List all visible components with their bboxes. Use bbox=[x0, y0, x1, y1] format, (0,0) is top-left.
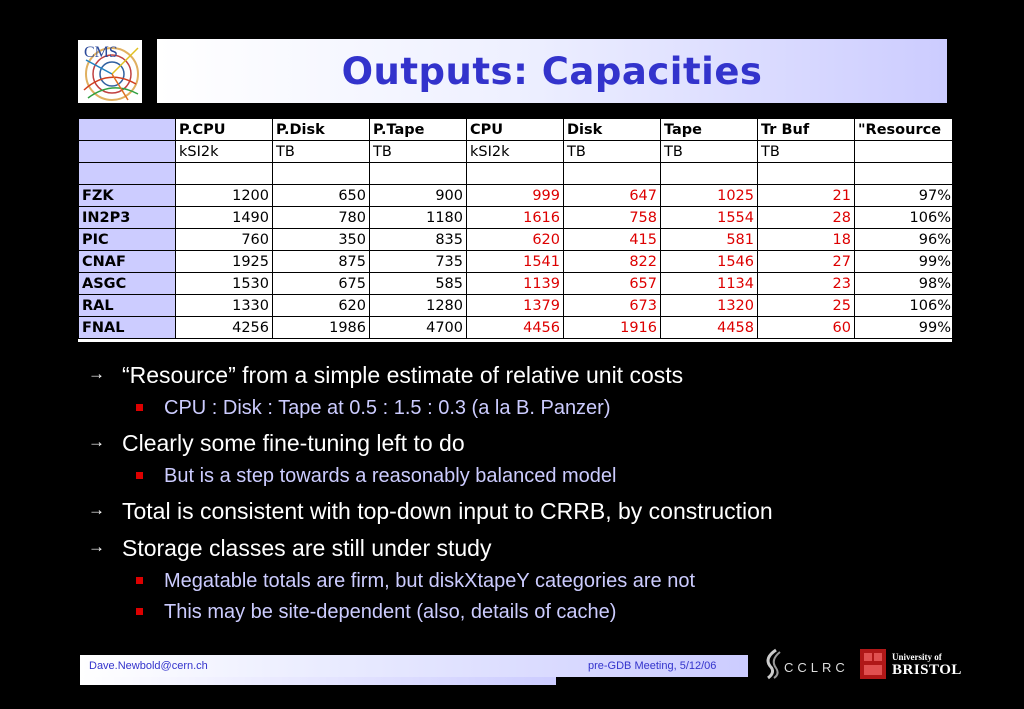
table-value-cell: 106% bbox=[855, 295, 953, 317]
table-value-cell: 98% bbox=[855, 273, 953, 295]
table-value-cell: 23 bbox=[758, 273, 855, 295]
table-value-cell: 4700 bbox=[370, 317, 467, 339]
table-value-cell: 1616 bbox=[467, 207, 564, 229]
table-units-row bbox=[79, 141, 953, 163]
cclrc-logo bbox=[762, 648, 849, 680]
footer-email: Dave.Newbold@cern.ch bbox=[89, 660, 208, 672]
table-row bbox=[79, 207, 953, 229]
footer-bar bbox=[80, 677, 556, 685]
capacities-table bbox=[78, 118, 952, 339]
slide-title: Outputs: Capacities bbox=[341, 49, 763, 93]
bristol-crest-icon bbox=[858, 647, 888, 681]
table-row bbox=[79, 251, 953, 273]
table-header-cell: P.Disk bbox=[273, 119, 370, 141]
table-value-cell: 28 bbox=[758, 207, 855, 229]
table-value-cell: 1490 bbox=[176, 207, 273, 229]
table-value-cell: 97% bbox=[855, 185, 953, 207]
table-value-cell: 999 bbox=[467, 185, 564, 207]
bullet-text: “Resource” from a simple estimate of relative unit costs bbox=[122, 362, 684, 388]
square-bullet-icon bbox=[136, 608, 143, 615]
table-header-row bbox=[79, 119, 953, 141]
capacities-table-container bbox=[78, 118, 952, 342]
table-unit-cell: TB bbox=[273, 141, 370, 163]
table-value-cell: 650 bbox=[273, 185, 370, 207]
table-value-cell: 1200 bbox=[176, 185, 273, 207]
table-header-cell: CPU bbox=[467, 119, 564, 141]
table-empty-cell bbox=[176, 163, 273, 185]
table-empty-cell bbox=[855, 163, 953, 185]
bullet-item bbox=[88, 498, 988, 532]
cms-logo-text: CMS bbox=[84, 44, 118, 61]
table-value-cell: 620 bbox=[273, 295, 370, 317]
bullet-text: Clearly some fine-tuning left to do bbox=[122, 430, 465, 456]
table-value-cell: 758 bbox=[564, 207, 661, 229]
site-name-cell: FZK bbox=[79, 185, 176, 207]
table-value-cell: 585 bbox=[370, 273, 467, 295]
title-box bbox=[157, 39, 947, 103]
cclrc-logo-text: CCLRC bbox=[784, 660, 849, 675]
table-row bbox=[79, 273, 953, 295]
table-unit-cell: TB bbox=[564, 141, 661, 163]
table-value-cell: 350 bbox=[273, 229, 370, 251]
table-value-cell: 4456 bbox=[467, 317, 564, 339]
table-value-cell: 1134 bbox=[661, 273, 758, 295]
table-value-cell: 760 bbox=[176, 229, 273, 251]
table-value-cell: 1530 bbox=[176, 273, 273, 295]
table-value-cell: 1180 bbox=[370, 207, 467, 229]
table-unit-cell bbox=[79, 141, 176, 163]
table-value-cell: 835 bbox=[370, 229, 467, 251]
bullet-text: Storage classes are still under study bbox=[122, 535, 492, 561]
table-empty-cell bbox=[467, 163, 564, 185]
square-bullet-icon bbox=[136, 404, 143, 411]
table-value-cell: 875 bbox=[273, 251, 370, 273]
table-unit-cell bbox=[855, 141, 953, 163]
bullet-item bbox=[88, 535, 988, 569]
site-name-cell: FNAL bbox=[79, 317, 176, 339]
square-bullet-icon bbox=[136, 472, 143, 479]
table-value-cell: 1139 bbox=[467, 273, 564, 295]
table-value-cell: 657 bbox=[564, 273, 661, 295]
table-value-cell: 1280 bbox=[370, 295, 467, 317]
table-header-cell: "Resource bbox=[855, 119, 953, 141]
table-value-cell: 1916 bbox=[564, 317, 661, 339]
square-bullet-icon bbox=[136, 577, 143, 584]
table-value-cell: 647 bbox=[564, 185, 661, 207]
table-header-cell: Disk bbox=[564, 119, 661, 141]
table-value-cell: 99% bbox=[855, 317, 953, 339]
site-name-cell: IN2P3 bbox=[79, 207, 176, 229]
sub-bullet-item bbox=[88, 600, 988, 631]
table-value-cell: 675 bbox=[273, 273, 370, 295]
table-value-cell: 60 bbox=[758, 317, 855, 339]
table-header-cell: P.Tape bbox=[370, 119, 467, 141]
bristol-logo-line2: BRISTOL bbox=[892, 662, 962, 678]
table-header-cell: Tr Buf bbox=[758, 119, 855, 141]
university-of-bristol-logo bbox=[858, 646, 962, 682]
site-name-cell: PIC bbox=[79, 229, 176, 251]
table-value-cell: 620 bbox=[467, 229, 564, 251]
table-value-cell: 99% bbox=[855, 251, 953, 273]
arrow-bullet-icon: → bbox=[88, 364, 105, 383]
table-value-cell: 735 bbox=[370, 251, 467, 273]
cclrc-swirl-icon bbox=[762, 648, 786, 680]
table-header-cell: Tape bbox=[661, 119, 758, 141]
bullet-text: Total is consistent with top-down input to CRRB, by construction bbox=[122, 498, 773, 524]
table-empty-cell bbox=[564, 163, 661, 185]
arrow-bullet-icon: → bbox=[88, 500, 105, 519]
bullet-list bbox=[88, 362, 988, 631]
table-value-cell: 1986 bbox=[273, 317, 370, 339]
table-value-cell: 106% bbox=[855, 207, 953, 229]
table-value-cell: 1330 bbox=[176, 295, 273, 317]
table-empty-cell bbox=[758, 163, 855, 185]
table-value-cell: 673 bbox=[564, 295, 661, 317]
table-body bbox=[79, 119, 953, 339]
table-empty-cell bbox=[661, 163, 758, 185]
sub-bullet-text: CPU : Disk : Tape at 0.5 : 1.5 : 0.3 (a la B. Panzer) bbox=[164, 397, 611, 419]
table-empty-cell bbox=[79, 163, 176, 185]
table-header-cell bbox=[79, 119, 176, 141]
table-value-cell: 18 bbox=[758, 229, 855, 251]
table-value-cell: 1925 bbox=[176, 251, 273, 273]
table-value-cell: 1025 bbox=[661, 185, 758, 207]
cms-logo bbox=[78, 40, 142, 103]
footer-meeting: pre-GDB Meeting, 5/12/06 bbox=[588, 660, 717, 672]
bullet-item bbox=[88, 430, 988, 464]
site-name-cell: ASGC bbox=[79, 273, 176, 295]
table-value-cell: 96% bbox=[855, 229, 953, 251]
table-value-cell: 822 bbox=[564, 251, 661, 273]
table-unit-cell: TB bbox=[661, 141, 758, 163]
table-empty-cell bbox=[370, 163, 467, 185]
table-row bbox=[79, 229, 953, 251]
table-row bbox=[79, 317, 953, 339]
sub-bullet-item bbox=[88, 396, 988, 427]
table-unit-cell: kSI2k bbox=[176, 141, 273, 163]
table-empty-cell bbox=[273, 163, 370, 185]
table-blank-row bbox=[79, 163, 953, 185]
table-value-cell: 27 bbox=[758, 251, 855, 273]
arrow-bullet-icon: → bbox=[88, 537, 105, 556]
table-value-cell: 780 bbox=[273, 207, 370, 229]
table-row bbox=[79, 295, 953, 317]
table-value-cell: 415 bbox=[564, 229, 661, 251]
table-value-cell: 1546 bbox=[661, 251, 758, 273]
table-unit-cell: TB bbox=[370, 141, 467, 163]
table-value-cell: 1320 bbox=[661, 295, 758, 317]
site-name-cell: RAL bbox=[79, 295, 176, 317]
footer bbox=[80, 655, 748, 677]
table-unit-cell: TB bbox=[758, 141, 855, 163]
bristol-logo-line1: University of bbox=[892, 652, 942, 662]
table-value-cell: 900 bbox=[370, 185, 467, 207]
table-value-cell: 4256 bbox=[176, 317, 273, 339]
table-unit-cell: kSI2k bbox=[467, 141, 564, 163]
table-row bbox=[79, 185, 953, 207]
arrow-bullet-icon: → bbox=[88, 432, 105, 451]
table-value-cell: 21 bbox=[758, 185, 855, 207]
table-value-cell: 581 bbox=[661, 229, 758, 251]
table-value-cell: 1379 bbox=[467, 295, 564, 317]
table-value-cell: 1554 bbox=[661, 207, 758, 229]
sub-bullet-item bbox=[88, 569, 988, 600]
table-value-cell: 1541 bbox=[467, 251, 564, 273]
sub-bullet-text: This may be site-dependent (also, details of cache) bbox=[164, 601, 617, 623]
sub-bullet-text: But is a step towards a reasonably balanced model bbox=[164, 465, 617, 487]
bullet-item bbox=[88, 362, 988, 396]
site-name-cell: CNAF bbox=[79, 251, 176, 273]
table-value-cell: 25 bbox=[758, 295, 855, 317]
sub-bullet-text: Megatable totals are firm, but diskXtapeY categories are not bbox=[164, 570, 696, 592]
table-value-cell: 4458 bbox=[661, 317, 758, 339]
sub-bullet-item bbox=[88, 464, 988, 495]
table-header-cell: P.CPU bbox=[176, 119, 273, 141]
